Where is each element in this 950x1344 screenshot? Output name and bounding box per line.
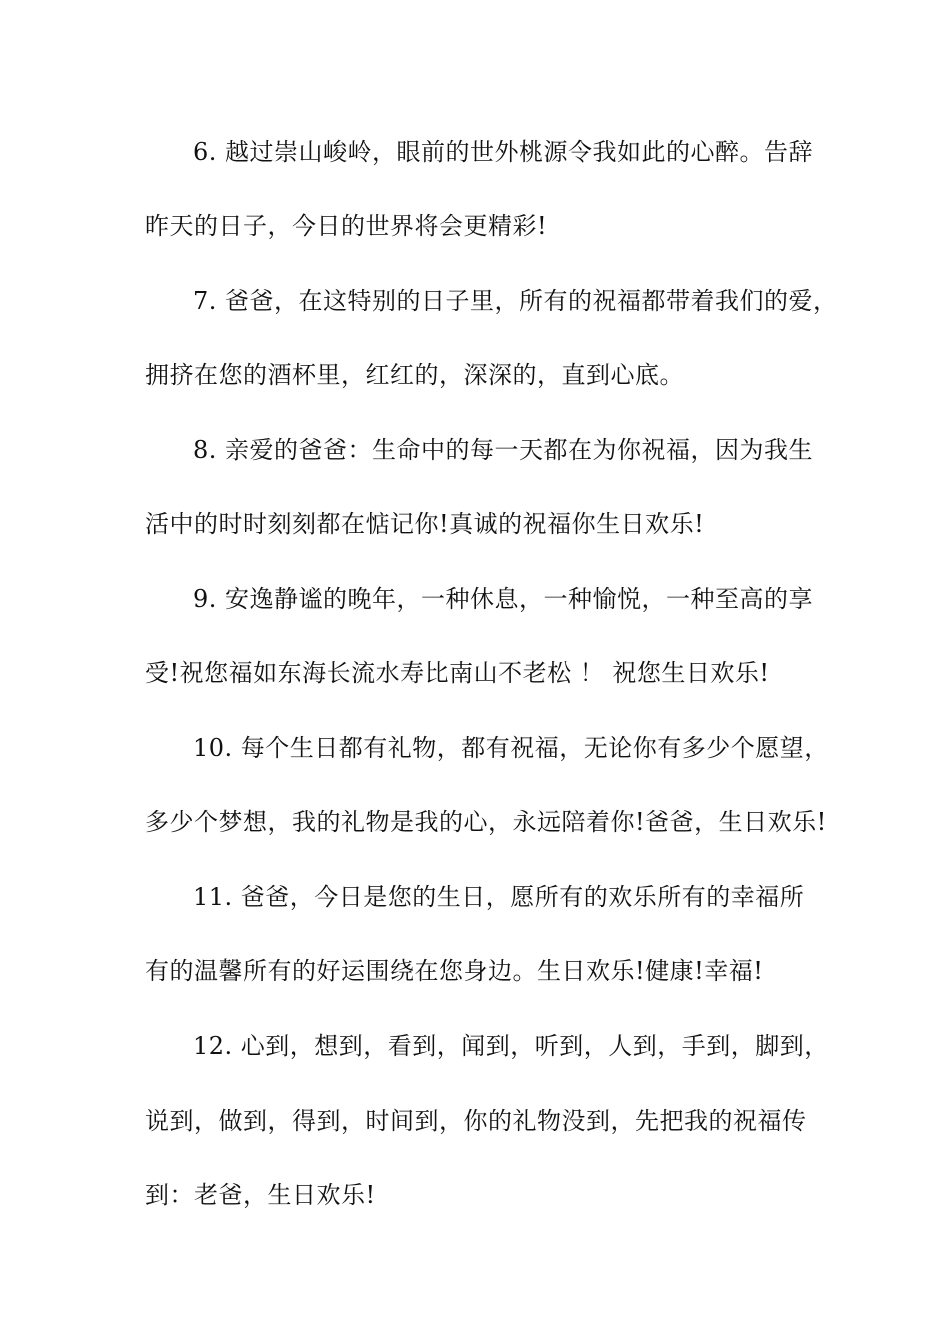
text-line: 10. 每个生日都有礼物，都有祝福，无论你有多少个愿望，	[193, 734, 829, 762]
text-line: 12. 心到，想到，看到，闻到，听到，人到，手到，脚到，	[193, 1032, 829, 1060]
text-line: 受!祝您福如东海长流水寿比南山不老松 ！ 祝您生日欢乐!	[145, 659, 770, 687]
text-line: 有的温馨所有的好运围绕在您身边。生日欢乐!健康!幸福!	[145, 957, 764, 985]
text-line: 6. 越过崇山峻岭，眼前的世外桃源令我如此的心醉。告辞	[193, 138, 814, 166]
text-line: 多少个梦想，我的礼物是我的心，永远陪着你!爸爸，生日欢乐!	[145, 808, 827, 836]
text-line: 9. 安逸静谧的晚年，一种休息，一种愉悦，一种至高的享	[193, 585, 814, 613]
text-line: 到：老爸，生日欢乐!	[145, 1181, 376, 1209]
text-line: 拥挤在您的酒杯里，红红的，深深的，直到心底。	[145, 361, 684, 389]
text-line: 昨天的日子，今日的世界将会更精彩!	[145, 212, 548, 240]
text-line: 8. 亲爱的爸爸：生命中的每一天都在为你祝福，因为我生	[193, 436, 814, 464]
text-line: 7. 爸爸，在这特别的日子里，所有的祝福都带着我们的爱，	[193, 287, 838, 315]
text-line: 11. 爸爸，今日是您的生日，愿所有的欢乐所有的幸福所	[193, 883, 805, 911]
text-line: 说到，做到，得到，时间到，你的礼物没到，先把我的祝福传	[145, 1107, 807, 1135]
text-line: 活中的时时刻刻都在惦记你!真诚的祝福你生日欢乐!	[145, 510, 705, 538]
